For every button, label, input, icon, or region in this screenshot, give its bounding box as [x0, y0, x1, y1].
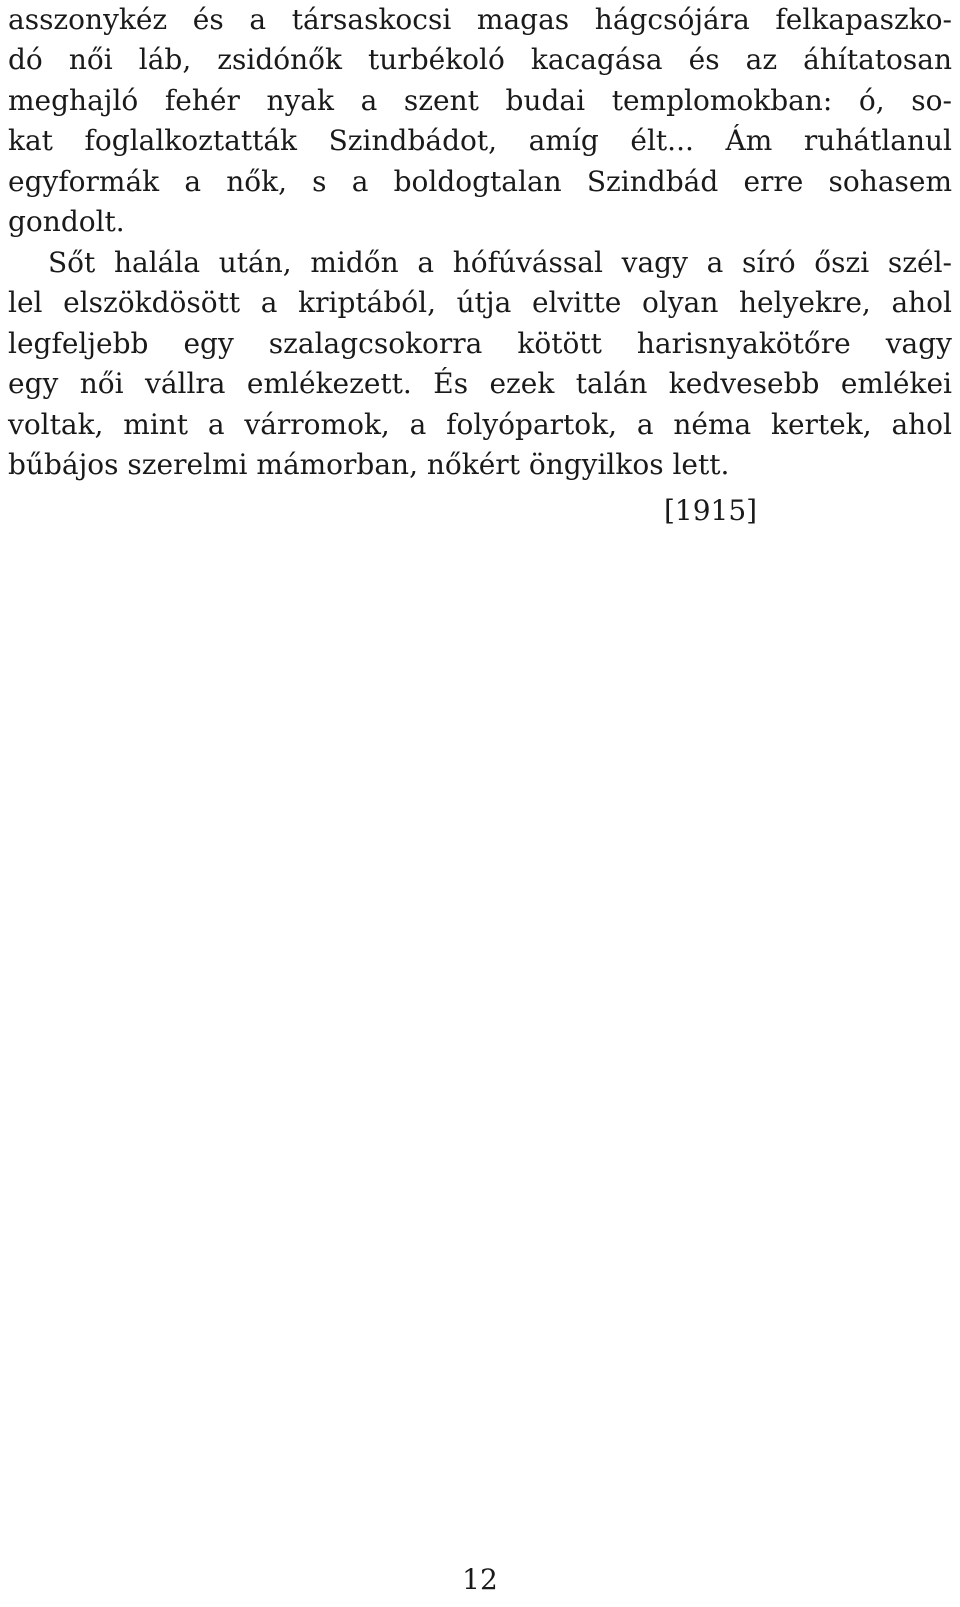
- text-line: egy női vállra emlékezett. És ezek talán kedvesebb emlékei: [8, 367, 952, 400]
- text-line: egyformák a nők, s a boldogtalan Szindbád erre sohasem: [8, 165, 952, 198]
- text-line: asszonykéz és a társaskocsi magas hágcsójára felkapaszko-: [8, 3, 952, 36]
- text-line: dó női láb, zsidónők turbékoló kacagása és az áhítatosan: [8, 43, 952, 76]
- text-line: kat foglalkoztatták Szindbádot, amíg élt... Ám ruhátlanul: [8, 124, 952, 157]
- text-line: Sőt halála után, midőn a hófúvással vagy a síró őszi szél-: [48, 246, 952, 279]
- text-line: voltak, mint a várromok, a folyópartok, a néma kertek, ahol: [8, 408, 952, 441]
- date-note: [1915]: [664, 494, 758, 527]
- text-line: gondolt.: [8, 205, 125, 238]
- page-number: 12: [462, 1563, 498, 1596]
- text-line: meghajló fehér nyak a szent budai templomokban: ó, so-: [8, 84, 952, 117]
- text-line: legfeljebb egy szalagcsokorra kötött harisnyakötőre vagy: [8, 327, 952, 360]
- text-line: bűbájos szerelmi mámorban, nőkért öngyilkos lett.: [8, 448, 730, 481]
- text-line: lel elszökdösött a kriptából, útja elvitte olyan helyekre, ahol: [8, 286, 952, 319]
